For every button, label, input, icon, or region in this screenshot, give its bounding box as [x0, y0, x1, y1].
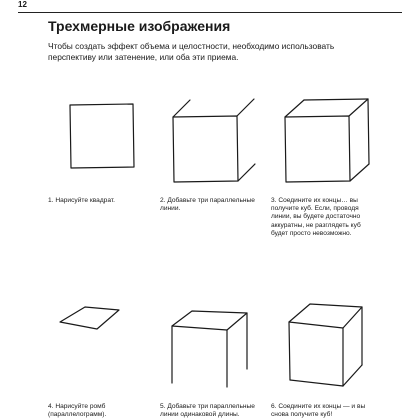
figure-cube [285, 99, 369, 182]
intro-paragraph: Чтобы создать эффект объема и целостности, необходимо использовать перспективу или затенение, или оба эти приема. [48, 41, 335, 62]
step-4-caption: 4. Нарисуйте ромб (параллелограмм). [48, 403, 107, 419]
figure-cube-second [289, 304, 362, 386]
step-3-caption: 3. Соедините их концы… вы получите куб. Если, проводя линии, вы будете достаточно аккуратны, не разглядеть куб будет просто невозможно. [271, 197, 361, 237]
step-6-caption: 6. Соедините их концы — и вы снова получите куб! [271, 403, 366, 419]
page-title: Трехмерные изображения [48, 18, 231, 34]
step-1-caption: 1. Нарисуйте квадрат. [48, 197, 115, 204]
step-5-caption: 5. Добавьте три параллельные линии одинаковой длины. [160, 403, 255, 419]
figure-rhombus [60, 307, 119, 329]
figure-rhombus-with-lines [172, 311, 247, 387]
page-number: 12 [18, 0, 27, 9]
figure-square-with-lines [173, 99, 255, 182]
step-2-caption: 2. Добавьте три параллельные линии. [160, 197, 255, 213]
figure-square [70, 104, 134, 168]
